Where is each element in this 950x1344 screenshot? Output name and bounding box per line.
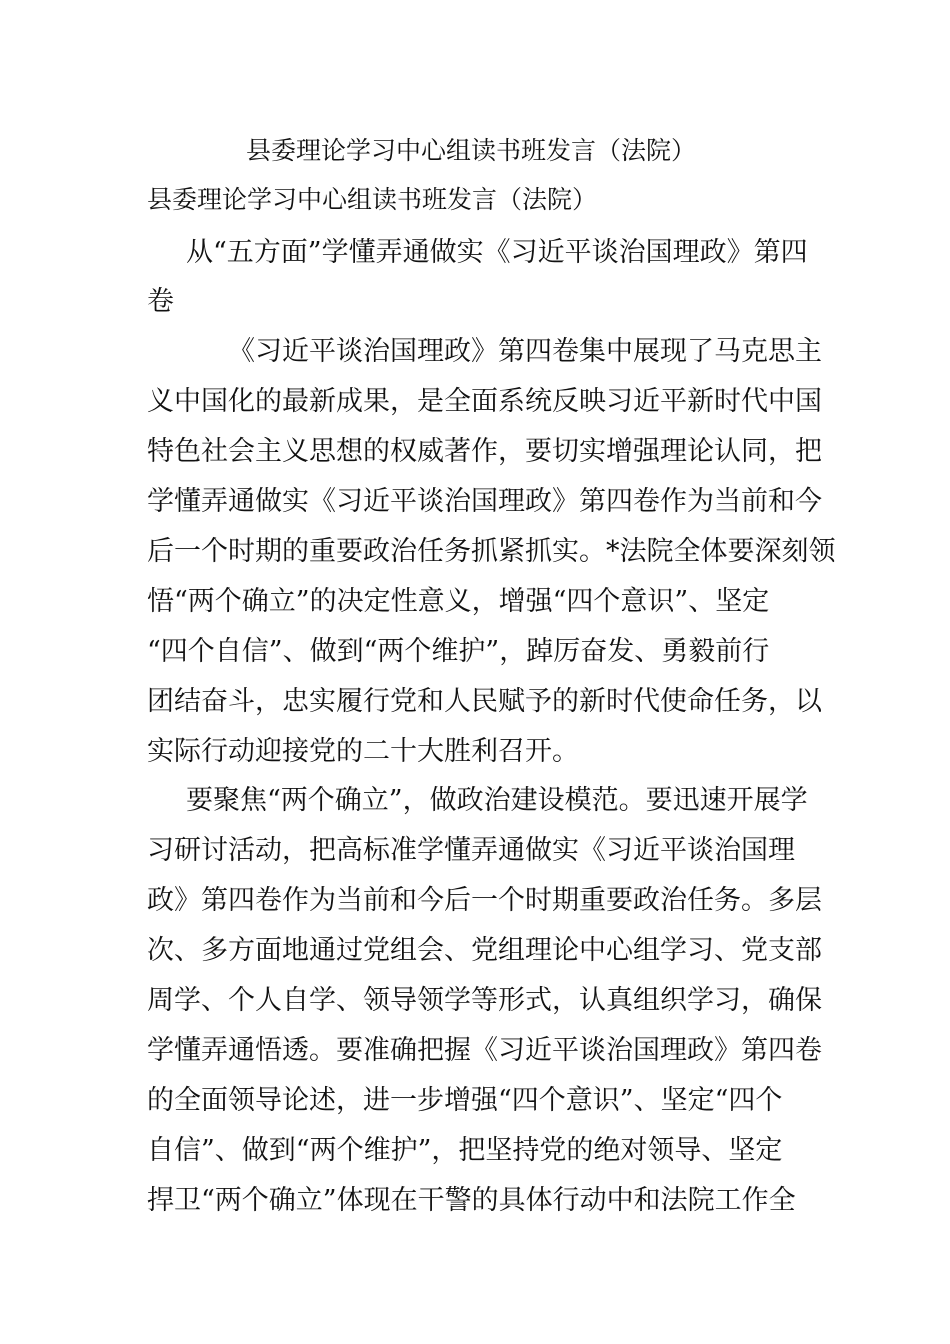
paragraph-line: 习研讨活动，把高标准学懂弄通做实《习近平谈治国理 bbox=[147, 835, 795, 866]
paragraph-line: 要聚焦“两个确立”，做政治建设模范。要迅速开展学 bbox=[186, 785, 808, 816]
heading-line: 卷 bbox=[147, 286, 174, 317]
paragraph-line: 《习近平谈治国理政》第四卷集中展现了马克思主 bbox=[228, 336, 822, 367]
paragraph-line: “四个自信”、做到“两个维护”，踔厉奋发、勇毅前行 bbox=[147, 636, 770, 667]
paragraph-line: 学懂弄通做实《习近平谈治国理政》第四卷作为当前和今 bbox=[147, 486, 822, 517]
paragraph-line: 周学、个人自学、领导领学等形式，认真组织学习，确保 bbox=[147, 985, 822, 1016]
paragraph-line: 团结奋斗，忠实履行党和人民赋予的新时代使命任务，以 bbox=[147, 686, 822, 717]
paragraph-line: 自信”、做到“两个维护”，把坚持党的绝对领导、坚定 bbox=[147, 1135, 783, 1166]
paragraph-line: 后一个时期的重要政治任务抓紧抓实。*法院全体要深刻领 bbox=[147, 536, 836, 567]
paragraph-line: 捍卫“两个确立”体现在干警的具体行动中和法院工作全 bbox=[147, 1185, 796, 1216]
paragraph-line: 悟“两个确立”的决定性意义，增强“四个意识”、坚定 bbox=[147, 586, 770, 617]
paragraph-line: 的全面领导论述，进一步增强“四个意识”、坚定“四个 bbox=[147, 1085, 783, 1116]
heading-line: 从“五方面”学懂弄通做实《习近平谈治国理政》第四 bbox=[186, 237, 808, 268]
paragraph-line: 次、多方面地通过党组会、党组理论中心组学习、党支部 bbox=[147, 935, 822, 966]
document-title: 县委理论学习中心组读书班发言（法院） bbox=[246, 136, 697, 165]
paragraph-line: 特色社会主义思想的权威著作，要切实增强理论认同，把 bbox=[147, 436, 822, 467]
paragraph-line: 政》第四卷作为当前和今后一个时期重要政治任务。多层 bbox=[147, 885, 822, 916]
paragraph-line: 学懂弄通悟透。要准确把握《习近平谈治国理政》第四卷 bbox=[147, 1035, 822, 1066]
paragraph-line: 实际行动迎接党的二十大胜利召开。 bbox=[147, 736, 579, 767]
paragraph-line: 义中国化的最新成果，是全面系统反映习近平新时代中国 bbox=[147, 386, 822, 417]
document-subtitle: 县委理论学习中心组读书班发言（法院） bbox=[147, 185, 598, 214]
